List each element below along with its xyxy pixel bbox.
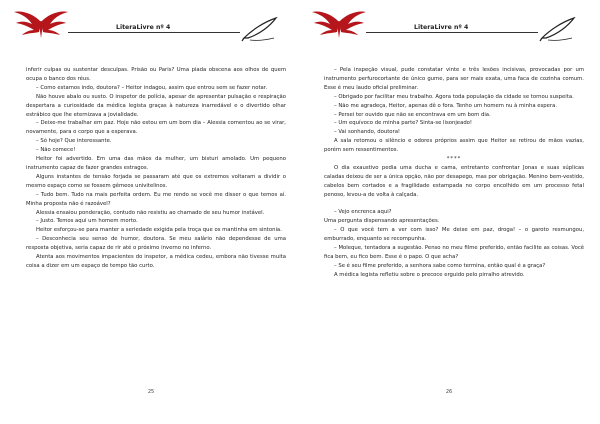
right-page <box>306 0 592 424</box>
paragraph: A sala retomou o silêncio e odores próprios assim que Heitor se retirou de mãos vazias, porém sem ressentimentos. <box>324 138 584 154</box>
paragraph: – Não me agradeça, Heitor, apenas dê o fora. Tenho um homem nu à minha espera. <box>334 102 558 109</box>
quill-pen-icon <box>240 16 280 42</box>
winged-emblem-icon <box>12 2 70 42</box>
paragraph: Alguns instantes de tensão forjada se passaram até que os extremos voltaram a dividir o mesmo espaço como se fossem gêmeos univitelinos. <box>26 173 286 189</box>
header-rule <box>68 32 240 33</box>
paragraph: – Se é seu filme preferido, a senhora sabe como termina, então qual é a graça? <box>334 262 546 269</box>
paragraph: Uma pergunta dispensando apresentações. <box>324 218 440 225</box>
magazine-title: LiteraLivre nº 4 <box>116 24 171 31</box>
left-page-text <box>26 66 286 271</box>
paragraph: inferir culpas ou sustentar desculpas. Prisão ou Paris? Uma piada obscena aos olhos de quem ocupa o banco dos réus. <box>26 67 286 82</box>
paragraph: – Desconhecia seu senso de humor, doutora. Se meu salário não dependesse de uma resposta objetiva, seria capaz de rir até o próximo inverno no inferno. <box>26 236 286 252</box>
paragraph: – Justo. Temos aqui um homem morto. <box>36 218 138 225</box>
paragraph: Não houve abalo ou susto. O inspetor de polícia, apesar de apresentar pulsação e respiração despertara a curiosidade da médica legista graças à natureza inarredável e o divertido olhar estrábico que lhe eternizava a jovialidade. <box>26 93 286 118</box>
right-page-text <box>324 66 584 280</box>
paragraph: O dia exaustivo pedia uma ducha e cama, entretanto confrontar Jonas e suas súplicas caladas deixou de ser a única opção, não por desapego, mas por obrigação. Menino bem-vestido, cabelos bem cortados e a fragilidade estampada no corpo encolhido em um processo fetal penoso, levou-a de volta à calçada. <box>324 164 584 198</box>
paragraph: – Só hoje? Que interessante. <box>36 138 112 145</box>
paragraph: – Persei ter ouvido que não se encontrava em um bom dia. <box>334 111 491 118</box>
section-separator: **** <box>446 156 462 163</box>
paragraph: – Não comece! <box>36 147 76 154</box>
paragraph: – Um equívoco de minha parte? Sinta-se lisonjeado! <box>334 120 473 127</box>
paragraph: – Como estamos indo, doutora? – Heitor indagou, assim que entrou sem se fazer notar. <box>36 84 268 91</box>
paragraph: – Vai sonhando, doutora! <box>334 129 401 136</box>
paragraph: – Moleque, tentadora a sugestão. Penso no meu filme preferido, então facilite as coisas. Você fica bem, eu fico bem. Esse é o papo. O que acha? <box>324 245 584 261</box>
winged-emblem-icon <box>310 2 368 42</box>
page-number: 25 <box>147 389 155 395</box>
paragraph: – Obrigado por facilitar meu trabalho. Agora toda população da cidade se tornou suspeita. <box>334 93 574 100</box>
paragraph: – Deixe-me trabalhar em paz. Hoje não estou em um bom dia – Alessia comentou ao se virar, novamente, para o corpo que a esperava. <box>26 120 286 136</box>
page-number: 26 <box>445 389 453 395</box>
paragraph: Atenta aos movimentos impacientes do inspetor, a médica cedeu, embora não tivesse muita coisa a dizer em um espaço de tempo tão curto. <box>26 254 286 269</box>
left-page <box>8 0 294 424</box>
paragraph: A médica legista refletiu sobre o precoce erguido pelo pirralho atrevido. <box>334 271 525 278</box>
paragraph: – Pela inspeção visual, pude constatar vinte e três lesões incisivas, provocadas por um instrumento perfurocortante de único gume, para ser mais exata, uma faca de cozinha comum. Esse é meu laudo oficial preliminar. <box>324 67 584 91</box>
paragraph: Alessia ensaiou ponderação, contudo não resistiu ao chamado de seu humor instável. <box>36 209 265 216</box>
header-rule <box>366 32 538 33</box>
magazine-title: LiteraLivre nº 4 <box>414 24 469 31</box>
paragraph: – O que você tem a ver com isso? Me deixe em paz, droga! – o garoto resmungou, emburrado, enquanto se recompunha. <box>324 227 584 243</box>
paragraph: – Tudo bem. Tudo na mais perfeita ordem. Eu me rendo se você me disser o que temos aí. Minha proposta não é razoável? <box>26 191 286 207</box>
paragraph <box>324 200 584 209</box>
quill-pen-icon <box>538 16 578 42</box>
paragraph: Heitor foi advertido. Em uma das mãos da mulher, um bisturi amolado. Um pequeno instrumento capaz de fazer grandes estragos. <box>26 156 286 171</box>
paragraph: Heitor esforçou-se para manter a seriedade exigida pela troça que os mantinha em sintonia. <box>36 227 282 234</box>
paragraph: – Vejo encrenca aqui? <box>334 209 392 216</box>
